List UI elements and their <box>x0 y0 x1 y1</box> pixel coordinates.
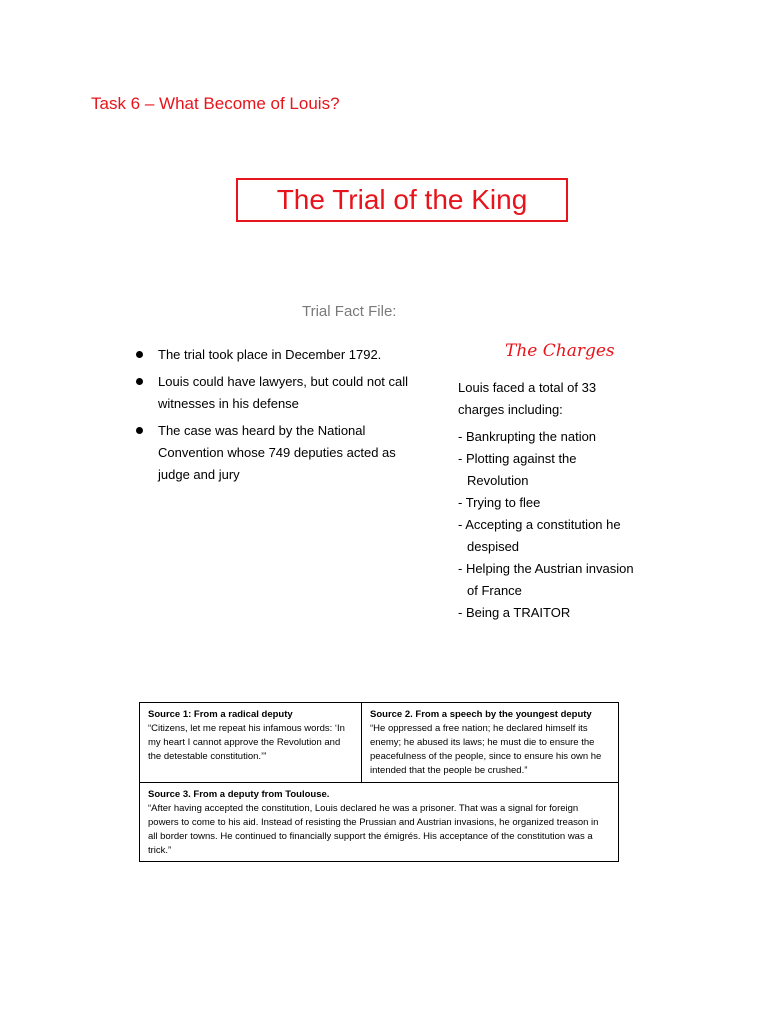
bullet-icon <box>136 378 143 385</box>
charge-item: - Plotting against the Revolution <box>458 451 577 488</box>
source-1-cell <box>140 703 362 783</box>
bullet-icon <box>136 427 143 434</box>
source-2-cell <box>362 703 618 783</box>
fact-list <box>130 344 420 491</box>
charge-item: - Trying to flee <box>458 495 541 510</box>
charge-item: - Bankrupting the nation <box>458 429 597 444</box>
source-1-quote: “Citizens, let me repeat his infamous words: ‘In my heart I cannot approve the Revolution and the detestable constitution.’” <box>148 723 345 762</box>
source-2-title: Source 2. From a speech by the youngest deputy <box>370 709 592 720</box>
charges-list <box>458 426 638 624</box>
sources-table <box>139 702 619 862</box>
fact-item <box>130 371 420 415</box>
fact-text: The case was heard by the National Convention whose 749 deputies acted as judge and jury <box>158 423 396 482</box>
charge-item: - Accepting a constitution he despised <box>458 517 621 554</box>
fact-text: The trial took place in December 1792. <box>158 347 382 362</box>
charge-item: - Helping the Austrian invasion of France <box>458 561 634 598</box>
charges-heading: The Charges <box>505 341 615 361</box>
charges-intro: Louis faced a total of 33 charges including: <box>458 380 597 417</box>
source-2-quote: “He oppressed a free nation; he declared himself its enemy; he abused its laws; he must die to ensure the peacefulness of the people, since to ensure his own he intended that the people be crushed.” <box>370 723 602 776</box>
bullet-icon <box>136 351 143 358</box>
task-heading: Task 6 – What Become of Louis? <box>91 94 340 113</box>
source-1-title: Source 1: From a radical deputy <box>148 709 293 720</box>
source-3-cell <box>140 783 618 861</box>
charge-item: - Being a TRAITOR <box>458 605 571 620</box>
page-title: The Trial of the King <box>276 184 528 215</box>
source-3-quote: “After having accepted the constitution, Louis declared he was a prisoner. That was a signal for foreign powers to come to his aid. Instead of resisting the Prussian and Austrian invasions, he organized treason in all border towns. He continued to financially support the émigrés. His acceptance of the constitution was a trick.” <box>148 803 599 856</box>
fact-text: Louis could have lawyers, but could not call witnesses in his defense <box>158 374 409 411</box>
fact-item <box>130 344 420 366</box>
title-box <box>236 178 568 222</box>
fact-item <box>130 420 420 486</box>
source-3-title: Source 3. From a deputy from Toulouse. <box>148 789 330 800</box>
fact-file-heading: Trial Fact File: <box>302 303 397 320</box>
